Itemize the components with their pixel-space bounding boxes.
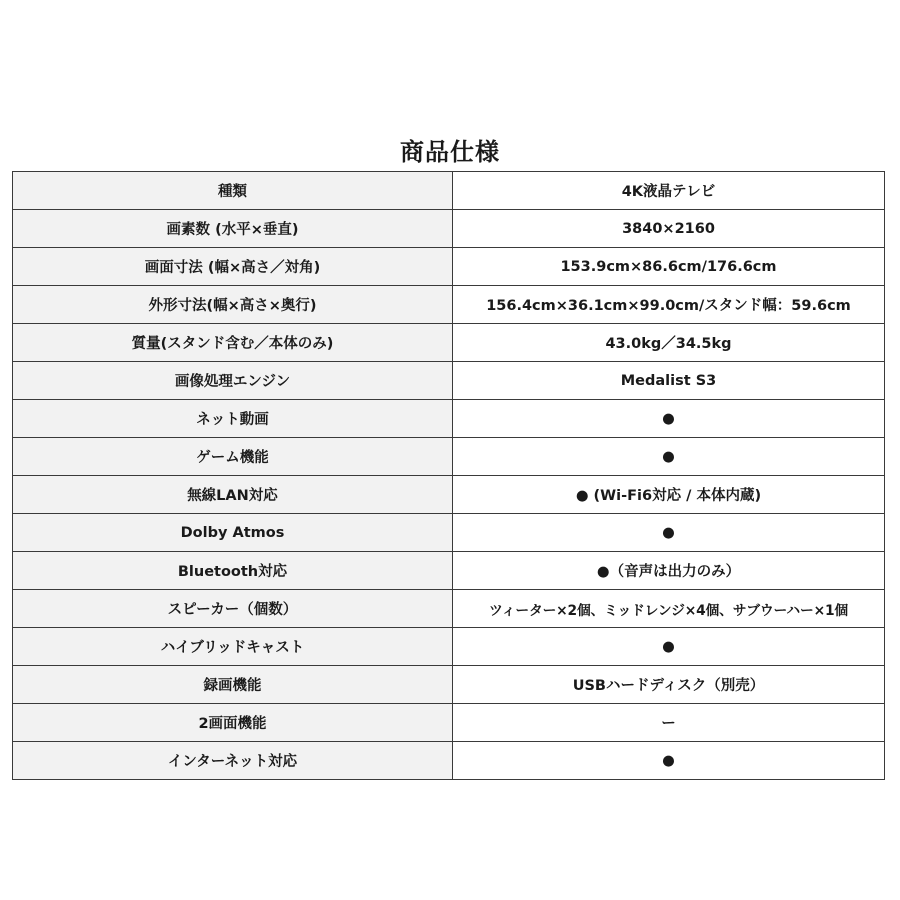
spec-value: ●（音声は出力のみ） bbox=[453, 552, 885, 590]
spec-value: Medalist S3 bbox=[453, 362, 885, 400]
table-row bbox=[13, 552, 885, 590]
page-title: 商品仕様 bbox=[400, 138, 500, 166]
spec-label: ハイブリッドキャスト bbox=[13, 628, 453, 666]
spec-label: Bluetooth対応 bbox=[13, 552, 453, 590]
table-row bbox=[13, 628, 885, 666]
table-row bbox=[13, 400, 885, 438]
spec-value: 43.0kg／34.5kg bbox=[453, 324, 885, 362]
table-row bbox=[13, 476, 885, 514]
spec-label: 画像処理エンジン bbox=[13, 362, 453, 400]
table-row bbox=[13, 666, 885, 704]
table-row bbox=[13, 590, 885, 628]
spec-label: 画面寸法 (幅×高さ／対角) bbox=[13, 248, 453, 286]
spec-value: USBハードディスク（別売） bbox=[453, 666, 885, 704]
table-row bbox=[13, 514, 885, 552]
spec-value: ● bbox=[453, 400, 885, 438]
spec-label: スピーカー（個数） bbox=[13, 590, 453, 628]
spec-table bbox=[12, 171, 885, 780]
spec-value: 3840×2160 bbox=[453, 210, 885, 248]
spec-value: ● bbox=[453, 742, 885, 780]
table-row bbox=[13, 742, 885, 780]
spec-label: 録画機能 bbox=[13, 666, 453, 704]
spec-value: 156.4cm×36.1cm×99.0cm/スタンド幅：59.6cm bbox=[453, 286, 885, 324]
table-row bbox=[13, 172, 885, 210]
spec-value: ● (Wi-Fi6対応 / 本体内蔵) bbox=[453, 476, 885, 514]
table-row bbox=[13, 704, 885, 742]
spec-value: ー bbox=[453, 704, 885, 742]
spec-label: 外形寸法(幅×高さ×奥行) bbox=[13, 286, 453, 324]
table-row bbox=[13, 248, 885, 286]
spec-label: 無線LAN対応 bbox=[13, 476, 453, 514]
table-row bbox=[13, 286, 885, 324]
table-row bbox=[13, 324, 885, 362]
spec-value: ● bbox=[453, 628, 885, 666]
spec-value: 4K液晶テレビ bbox=[453, 172, 885, 210]
spec-label: インターネット対応 bbox=[13, 742, 453, 780]
spec-value: ● bbox=[453, 438, 885, 476]
spec-label: Dolby Atmos bbox=[13, 514, 453, 552]
spec-value: 153.9cm×86.6cm/176.6cm bbox=[453, 248, 885, 286]
spec-label: ゲーム機能 bbox=[13, 438, 453, 476]
spec-label: 質量(スタンド含む／本体のみ) bbox=[13, 324, 453, 362]
table-row bbox=[13, 438, 885, 476]
table-row bbox=[13, 362, 885, 400]
table-row bbox=[13, 210, 885, 248]
spec-label: ネット動画 bbox=[13, 400, 453, 438]
spec-label: 2画面機能 bbox=[13, 704, 453, 742]
spec-label: 種類 bbox=[13, 172, 453, 210]
spec-label: 画素数 (水平×垂直) bbox=[13, 210, 453, 248]
spec-value: ツィーター×2個、ミッドレンジ×4個、サブウーハー×1個 bbox=[453, 590, 885, 628]
spec-value: ● bbox=[453, 514, 885, 552]
